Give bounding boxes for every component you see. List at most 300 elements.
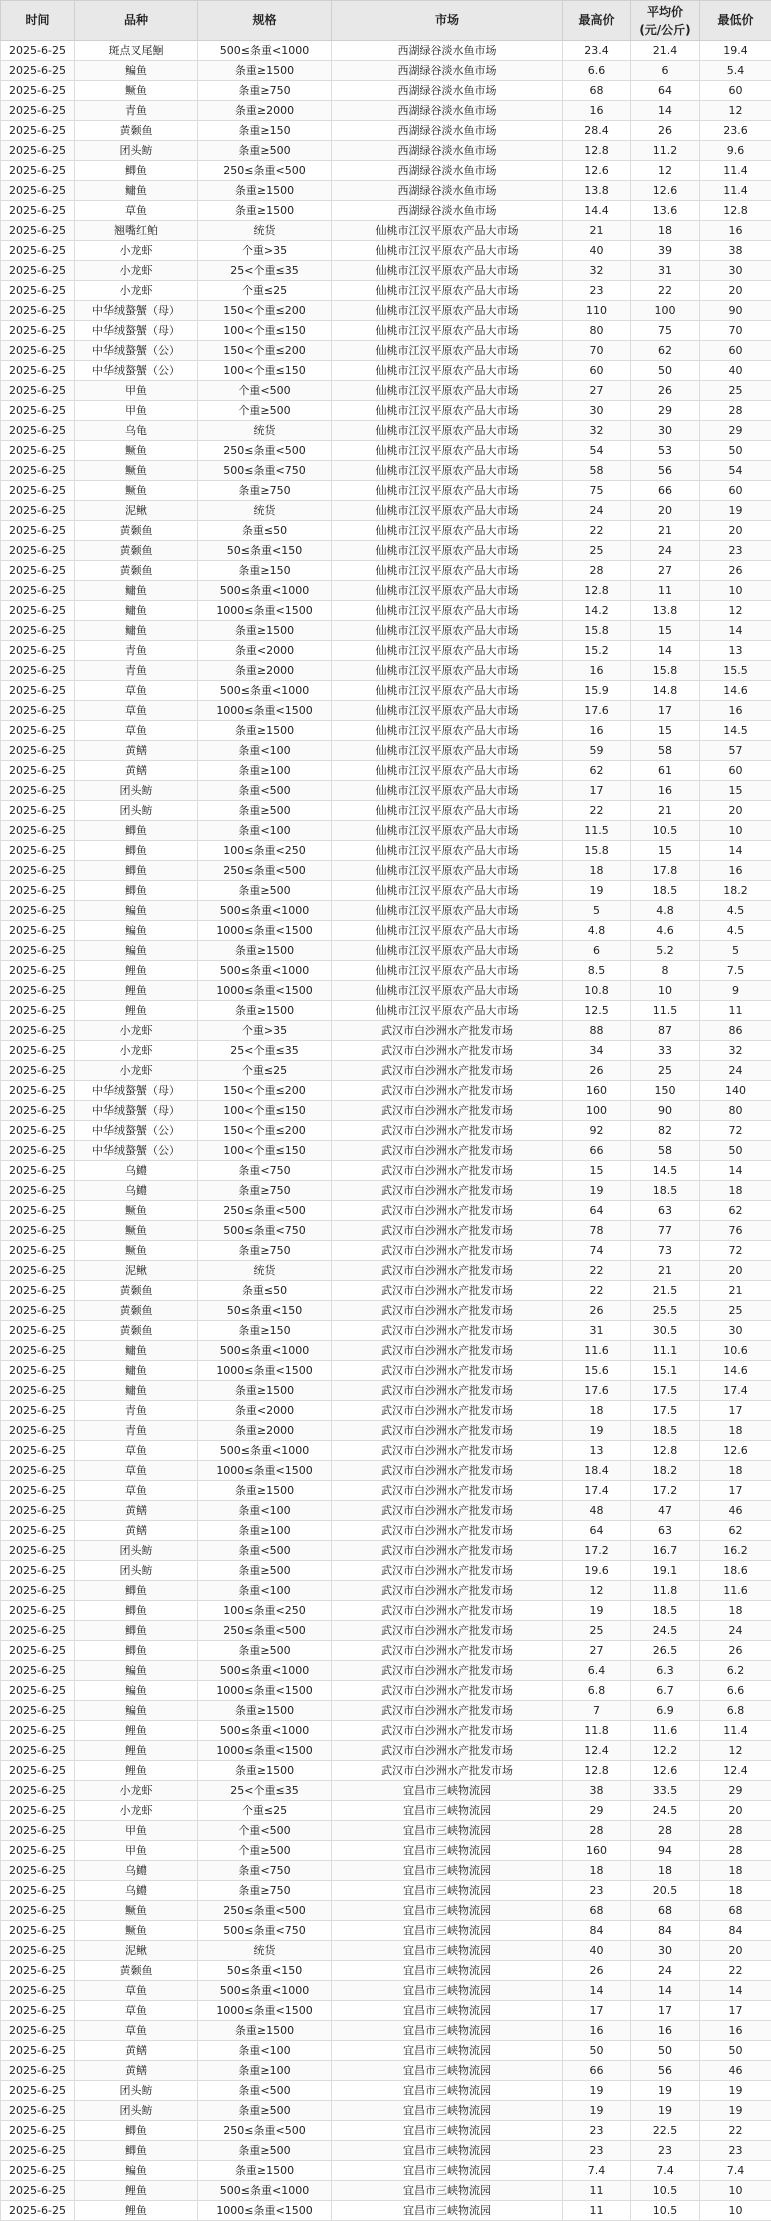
- cell-market: 宜昌市三峡物流园: [332, 1961, 563, 1981]
- cell-min-price: 10: [700, 581, 771, 601]
- cell-avg-price: 10.5: [631, 821, 700, 841]
- table-row: [1, 1321, 771, 1341]
- cell-avg-price: 18.2: [631, 1461, 700, 1481]
- cell-variety: 团头鲂: [75, 781, 198, 801]
- cell-avg-price: 63: [631, 1201, 700, 1221]
- cell-variety: 鳜鱼: [75, 1221, 198, 1241]
- cell-market: 宜昌市三峡物流园: [332, 1801, 563, 1821]
- cell-market: 仙桃市江汉平原农产品大市场: [332, 221, 563, 241]
- cell-market: 仙桃市江汉平原农产品大市场: [332, 341, 563, 361]
- header-max-price: 最高价: [563, 1, 631, 41]
- cell-market: 西湖绿谷淡水鱼市场: [332, 61, 563, 81]
- table-row: [1, 381, 771, 401]
- table-row: [1, 1541, 771, 1561]
- cell-min-price: 14: [700, 1981, 771, 2001]
- cell-time: 2025-6-25: [1, 2001, 75, 2021]
- cell-time: 2025-6-25: [1, 1861, 75, 1881]
- cell-spec: 150<个重≤200: [198, 301, 332, 321]
- cell-avg-price: 22: [631, 281, 700, 301]
- table-row: [1, 941, 771, 961]
- cell-market: 西湖绿谷淡水鱼市场: [332, 121, 563, 141]
- cell-time: 2025-6-25: [1, 1201, 75, 1221]
- cell-variety: 小龙虾: [75, 261, 198, 281]
- cell-spec: 条重≥1500: [198, 61, 332, 81]
- table-row: [1, 1781, 771, 1801]
- table-row: [1, 821, 771, 841]
- table-header: [1, 1, 771, 41]
- cell-time: 2025-6-25: [1, 481, 75, 501]
- table-row: [1, 2121, 771, 2141]
- cell-avg-price: 53: [631, 441, 700, 461]
- cell-avg-price: 28: [631, 1821, 700, 1841]
- cell-spec: 500≤条重<750: [198, 1921, 332, 1941]
- cell-time: 2025-6-25: [1, 1781, 75, 1801]
- cell-time: 2025-6-25: [1, 1801, 75, 1821]
- table-row: [1, 1501, 771, 1521]
- cell-market: 仙桃市江汉平原农产品大市场: [332, 821, 563, 841]
- cell-market: 仙桃市江汉平原农产品大市场: [332, 961, 563, 981]
- cell-time: 2025-6-25: [1, 1501, 75, 1521]
- cell-time: 2025-6-25: [1, 441, 75, 461]
- cell-spec: 500≤条重<750: [198, 1221, 332, 1241]
- cell-spec: 个重<500: [198, 381, 332, 401]
- cell-spec: 条重<100: [198, 741, 332, 761]
- cell-min-price: 12: [700, 1741, 771, 1761]
- table-row: [1, 2181, 771, 2201]
- cell-avg-price: 11.2: [631, 141, 700, 161]
- cell-avg-price: 14.8: [631, 681, 700, 701]
- table-row: [1, 1341, 771, 1361]
- cell-spec: 250≤条重<500: [198, 1621, 332, 1641]
- cell-min-price: 60: [700, 481, 771, 501]
- cell-variety: 团头鲂: [75, 141, 198, 161]
- cell-time: 2025-6-25: [1, 761, 75, 781]
- cell-max-price: 17.6: [563, 1381, 631, 1401]
- cell-avg-price: 30.5: [631, 1321, 700, 1341]
- cell-min-price: 29: [700, 1781, 771, 1801]
- table-row: [1, 701, 771, 721]
- cell-min-price: 20: [700, 1941, 771, 1961]
- cell-max-price: 14.4: [563, 201, 631, 221]
- cell-max-price: 12.4: [563, 1741, 631, 1761]
- cell-variety: 草鱼: [75, 701, 198, 721]
- table-row: [1, 1981, 771, 2001]
- cell-time: 2025-6-25: [1, 1281, 75, 1301]
- cell-avg-price: 26.5: [631, 1641, 700, 1661]
- cell-avg-price: 18: [631, 221, 700, 241]
- table-row: [1, 601, 771, 621]
- cell-min-price: 24: [700, 1061, 771, 1081]
- cell-market: 仙桃市江汉平原农产品大市场: [332, 741, 563, 761]
- cell-time: 2025-6-25: [1, 1581, 75, 1601]
- cell-market: 武汉市白沙洲水产批发市场: [332, 1661, 563, 1681]
- cell-market: 宜昌市三峡物流园: [332, 1881, 563, 1901]
- cell-market: 武汉市白沙洲水产批发市场: [332, 1721, 563, 1741]
- table-row: [1, 561, 771, 581]
- cell-time: 2025-6-25: [1, 661, 75, 681]
- cell-variety: 鲫鱼: [75, 1621, 198, 1641]
- cell-market: 仙桃市江汉平原农产品大市场: [332, 501, 563, 521]
- cell-variety: 乌鳢: [75, 1181, 198, 1201]
- cell-spec: 150<个重≤200: [198, 341, 332, 361]
- cell-spec: 统货: [198, 221, 332, 241]
- cell-market: 仙桃市江汉平原农产品大市场: [332, 681, 563, 701]
- cell-time: 2025-6-25: [1, 181, 75, 201]
- cell-min-price: 11.4: [700, 161, 771, 181]
- cell-spec: 100≤条重<250: [198, 1601, 332, 1621]
- cell-spec: 条重≥1500: [198, 1381, 332, 1401]
- cell-time: 2025-6-25: [1, 1521, 75, 1541]
- cell-min-price: 46: [700, 2061, 771, 2081]
- table-row: [1, 361, 771, 381]
- cell-spec: 条重≥1500: [198, 721, 332, 741]
- cell-max-price: 14: [563, 1981, 631, 2001]
- cell-avg-price: 12.2: [631, 1741, 700, 1761]
- cell-min-price: 19: [700, 2101, 771, 2121]
- cell-max-price: 27: [563, 381, 631, 401]
- cell-time: 2025-6-25: [1, 321, 75, 341]
- cell-time: 2025-6-25: [1, 1361, 75, 1381]
- table-row: [1, 1841, 771, 1861]
- cell-market: 武汉市白沙洲水产批发市场: [332, 1501, 563, 1521]
- cell-max-price: 24: [563, 501, 631, 521]
- cell-spec: 条重<100: [198, 2041, 332, 2061]
- cell-spec: 50≤条重<150: [198, 1301, 332, 1321]
- cell-variety: 鳊鱼: [75, 901, 198, 921]
- cell-min-price: 18: [700, 1861, 771, 1881]
- cell-variety: 黄鳝: [75, 2061, 198, 2081]
- cell-market: 武汉市白沙洲水产批发市场: [332, 1261, 563, 1281]
- table-row: [1, 1441, 771, 1461]
- cell-market: 西湖绿谷淡水鱼市场: [332, 181, 563, 201]
- cell-variety: 斑点叉尾鮰: [75, 41, 198, 61]
- cell-avg-price: 16.7: [631, 1541, 700, 1561]
- cell-avg-price: 11.1: [631, 1341, 700, 1361]
- cell-min-price: 14.6: [700, 1361, 771, 1381]
- cell-market: 武汉市白沙洲水产批发市场: [332, 1581, 563, 1601]
- cell-time: 2025-6-25: [1, 1921, 75, 1941]
- cell-spec: 条重<100: [198, 1501, 332, 1521]
- cell-market: 西湖绿谷淡水鱼市场: [332, 81, 563, 101]
- cell-avg-price: 14: [631, 1981, 700, 2001]
- cell-variety: 鲤鱼: [75, 1001, 198, 1021]
- cell-time: 2025-6-25: [1, 381, 75, 401]
- table-row: [1, 141, 771, 161]
- table-row: [1, 1701, 771, 1721]
- table-row: [1, 921, 771, 941]
- table-row: [1, 301, 771, 321]
- cell-time: 2025-6-25: [1, 781, 75, 801]
- cell-avg-price: 84: [631, 1921, 700, 1941]
- cell-variety: 鳙鱼: [75, 1341, 198, 1361]
- cell-avg-price: 17.5: [631, 1381, 700, 1401]
- table-row: [1, 2101, 771, 2121]
- cell-market: 武汉市白沙洲水产批发市场: [332, 1441, 563, 1461]
- cell-avg-price: 29: [631, 401, 700, 421]
- table-row: [1, 1361, 771, 1381]
- cell-time: 2025-6-25: [1, 2081, 75, 2101]
- cell-market: 仙桃市江汉平原农产品大市场: [332, 241, 563, 261]
- cell-max-price: 40: [563, 241, 631, 261]
- cell-time: 2025-6-25: [1, 941, 75, 961]
- cell-market: 仙桃市江汉平原农产品大市场: [332, 301, 563, 321]
- table-row: [1, 761, 771, 781]
- table-row: [1, 2141, 771, 2161]
- cell-max-price: 70: [563, 341, 631, 361]
- cell-spec: 个重<500: [198, 1821, 332, 1841]
- cell-avg-price: 18.5: [631, 1421, 700, 1441]
- cell-market: 武汉市白沙洲水产批发市场: [332, 1281, 563, 1301]
- cell-market: 武汉市白沙洲水产批发市场: [332, 1181, 563, 1201]
- cell-market: 仙桃市江汉平原农产品大市场: [332, 941, 563, 961]
- cell-spec: 条重≥1500: [198, 941, 332, 961]
- cell-max-price: 4.8: [563, 921, 631, 941]
- cell-min-price: 86: [700, 1021, 771, 1041]
- cell-time: 2025-6-25: [1, 2181, 75, 2201]
- cell-avg-price: 150: [631, 1081, 700, 1101]
- cell-max-price: 84: [563, 1921, 631, 1941]
- cell-time: 2025-6-25: [1, 1621, 75, 1641]
- cell-market: 武汉市白沙洲水产批发市场: [332, 1121, 563, 1141]
- cell-max-price: 19: [563, 1181, 631, 1201]
- cell-spec: 1000≤条重<1500: [198, 1461, 332, 1481]
- cell-avg-price: 11.5: [631, 1001, 700, 1021]
- cell-min-price: 20: [700, 281, 771, 301]
- header-variety: 品种: [75, 1, 198, 41]
- cell-max-price: 19.6: [563, 1561, 631, 1581]
- cell-spec: 1000≤条重<1500: [198, 921, 332, 941]
- table-row: [1, 2081, 771, 2101]
- cell-spec: 1000≤条重<1500: [198, 2201, 332, 2221]
- cell-max-price: 11: [563, 2201, 631, 2221]
- cell-max-price: 19: [563, 881, 631, 901]
- cell-variety: 泥鳅: [75, 1261, 198, 1281]
- cell-time: 2025-6-25: [1, 1161, 75, 1181]
- cell-max-price: 18: [563, 1861, 631, 1881]
- table-row: [1, 1521, 771, 1541]
- cell-min-price: 30: [700, 1321, 771, 1341]
- cell-market: 仙桃市江汉平原农产品大市场: [332, 481, 563, 501]
- cell-time: 2025-6-25: [1, 1241, 75, 1261]
- cell-min-price: 16: [700, 701, 771, 721]
- cell-max-price: 6.4: [563, 1661, 631, 1681]
- table-row: [1, 1741, 771, 1761]
- cell-spec: 1000≤条重<1500: [198, 1681, 332, 1701]
- cell-avg-price: 22.5: [631, 2121, 700, 2141]
- cell-avg-price: 21: [631, 1261, 700, 1281]
- cell-min-price: 18: [700, 1181, 771, 1201]
- cell-max-price: 16: [563, 101, 631, 121]
- cell-market: 仙桃市江汉平原农产品大市场: [332, 921, 563, 941]
- cell-avg-price: 94: [631, 1841, 700, 1861]
- cell-min-price: 23.6: [700, 121, 771, 141]
- cell-min-price: 26: [700, 1641, 771, 1661]
- cell-avg-price: 50: [631, 2041, 700, 2061]
- cell-variety: 鳊鱼: [75, 921, 198, 941]
- cell-time: 2025-6-25: [1, 1761, 75, 1781]
- cell-spec: 100<个重≤150: [198, 361, 332, 381]
- cell-time: 2025-6-25: [1, 1381, 75, 1401]
- cell-market: 武汉市白沙洲水产批发市场: [332, 1701, 563, 1721]
- cell-spec: 1000≤条重<1500: [198, 1361, 332, 1381]
- cell-time: 2025-6-25: [1, 1061, 75, 1081]
- cell-spec: 条重≥1500: [198, 1701, 332, 1721]
- cell-variety: 黄颡鱼: [75, 121, 198, 141]
- cell-max-price: 92: [563, 1121, 631, 1141]
- table-row: [1, 2021, 771, 2041]
- cell-market: 仙桃市江汉平原农产品大市场: [332, 761, 563, 781]
- table-row: [1, 1821, 771, 1841]
- cell-variety: 鳊鱼: [75, 1701, 198, 1721]
- header-avg-label: 平均价: [631, 3, 699, 21]
- table-row: [1, 81, 771, 101]
- cell-time: 2025-6-25: [1, 1881, 75, 1901]
- cell-variety: 鲫鱼: [75, 841, 198, 861]
- cell-time: 2025-6-25: [1, 2201, 75, 2221]
- table-row: [1, 201, 771, 221]
- cell-max-price: 75: [563, 481, 631, 501]
- cell-min-price: 22: [700, 1961, 771, 1981]
- cell-time: 2025-6-25: [1, 841, 75, 861]
- cell-spec: 条重≥1500: [198, 1001, 332, 1021]
- cell-min-price: 38: [700, 241, 771, 261]
- cell-avg-price: 26: [631, 381, 700, 401]
- cell-market: 武汉市白沙洲水产批发市场: [332, 1041, 563, 1061]
- cell-avg-price: 20: [631, 501, 700, 521]
- cell-max-price: 12.8: [563, 141, 631, 161]
- cell-min-price: 50: [700, 1141, 771, 1161]
- table-row: [1, 1621, 771, 1641]
- table-row: [1, 1661, 771, 1681]
- cell-market: 宜昌市三峡物流园: [332, 1941, 563, 1961]
- cell-avg-price: 10.5: [631, 2181, 700, 2201]
- cell-variety: 鲫鱼: [75, 1641, 198, 1661]
- cell-time: 2025-6-25: [1, 301, 75, 321]
- cell-market: 仙桃市江汉平原农产品大市场: [332, 441, 563, 461]
- cell-spec: 250≤条重<500: [198, 1201, 332, 1221]
- cell-variety: 中华绒螯蟹（公）: [75, 1141, 198, 1161]
- cell-max-price: 15: [563, 1161, 631, 1181]
- cell-max-price: 22: [563, 1261, 631, 1281]
- cell-market: 宜昌市三峡物流园: [332, 2041, 563, 2061]
- cell-market: 西湖绿谷淡水鱼市场: [332, 161, 563, 181]
- cell-market: 西湖绿谷淡水鱼市场: [332, 101, 563, 121]
- cell-avg-price: 25: [631, 1061, 700, 1081]
- cell-variety: 鲫鱼: [75, 2121, 198, 2141]
- cell-market: 仙桃市江汉平原农产品大市场: [332, 881, 563, 901]
- cell-max-price: 60: [563, 361, 631, 381]
- cell-variety: 鳙鱼: [75, 1381, 198, 1401]
- cell-variety: 黄鳝: [75, 1521, 198, 1541]
- cell-market: 仙桃市江汉平原农产品大市场: [332, 861, 563, 881]
- cell-variety: 鳜鱼: [75, 1921, 198, 1941]
- cell-variety: 黄颡鱼: [75, 1301, 198, 1321]
- cell-max-price: 58: [563, 461, 631, 481]
- cell-spec: 个重≤25: [198, 281, 332, 301]
- cell-variety: 乌鳢: [75, 1161, 198, 1181]
- cell-variety: 青鱼: [75, 1401, 198, 1421]
- cell-avg-price: 6: [631, 61, 700, 81]
- cell-market: 西湖绿谷淡水鱼市场: [332, 41, 563, 61]
- cell-time: 2025-6-25: [1, 1421, 75, 1441]
- header-spec: 规格: [198, 1, 332, 41]
- cell-avg-price: 10: [631, 981, 700, 1001]
- table-row: [1, 1561, 771, 1581]
- cell-min-price: 9: [700, 981, 771, 1001]
- cell-avg-price: 21.4: [631, 41, 700, 61]
- cell-variety: 黄鳝: [75, 761, 198, 781]
- table-row: [1, 1461, 771, 1481]
- cell-min-price: 10: [700, 821, 771, 841]
- cell-spec: 条重≥750: [198, 1881, 332, 1901]
- cell-avg-price: 13.6: [631, 201, 700, 221]
- cell-min-price: 28: [700, 401, 771, 421]
- cell-max-price: 22: [563, 1281, 631, 1301]
- cell-time: 2025-6-25: [1, 1701, 75, 1721]
- table-row: [1, 801, 771, 821]
- cell-market: 仙桃市江汉平原农产品大市场: [332, 901, 563, 921]
- cell-max-price: 66: [563, 2061, 631, 2081]
- cell-spec: 1000≤条重<1500: [198, 981, 332, 1001]
- cell-market: 武汉市白沙洲水产批发市场: [332, 1461, 563, 1481]
- cell-max-price: 15.8: [563, 621, 631, 641]
- cell-variety: 中华绒螯蟹（母）: [75, 1081, 198, 1101]
- cell-max-price: 27: [563, 1641, 631, 1661]
- table-row: [1, 1961, 771, 1981]
- cell-spec: 500≤条重<1000: [198, 41, 332, 61]
- table-row: [1, 1601, 771, 1621]
- cell-avg-price: 6.9: [631, 1701, 700, 1721]
- cell-time: 2025-6-25: [1, 921, 75, 941]
- cell-min-price: 32: [700, 1041, 771, 1061]
- cell-max-price: 6: [563, 941, 631, 961]
- table-body: [1, 41, 771, 2221]
- cell-min-price: 6.8: [700, 1701, 771, 1721]
- cell-market: 仙桃市江汉平原农产品大市场: [332, 1001, 563, 1021]
- cell-time: 2025-6-25: [1, 741, 75, 761]
- cell-spec: 100<个重≤150: [198, 321, 332, 341]
- cell-avg-price: 100: [631, 301, 700, 321]
- cell-variety: 鲫鱼: [75, 821, 198, 841]
- cell-time: 2025-6-25: [1, 401, 75, 421]
- cell-time: 2025-6-25: [1, 1401, 75, 1421]
- cell-min-price: 16: [700, 2021, 771, 2041]
- cell-min-price: 23: [700, 2141, 771, 2161]
- cell-spec: 个重≤25: [198, 1061, 332, 1081]
- cell-max-price: 19: [563, 2101, 631, 2121]
- cell-min-price: 18: [700, 1601, 771, 1621]
- cell-market: 宜昌市三峡物流园: [332, 2181, 563, 2201]
- cell-market: 宜昌市三峡物流园: [332, 1781, 563, 1801]
- table-row: [1, 2061, 771, 2081]
- cell-market: 武汉市白沙洲水产批发市场: [332, 1421, 563, 1441]
- cell-market: 仙桃市江汉平原农产品大市场: [332, 721, 563, 741]
- cell-max-price: 16: [563, 721, 631, 741]
- cell-avg-price: 17: [631, 2001, 700, 2021]
- cell-min-price: 80: [700, 1101, 771, 1121]
- cell-max-price: 64: [563, 1521, 631, 1541]
- cell-market: 武汉市白沙洲水产批发市场: [332, 1601, 563, 1621]
- table-row: [1, 1941, 771, 1961]
- cell-max-price: 17: [563, 781, 631, 801]
- cell-spec: 150<个重≤200: [198, 1121, 332, 1141]
- cell-max-price: 15.2: [563, 641, 631, 661]
- cell-avg-price: 18.5: [631, 881, 700, 901]
- cell-min-price: 14.6: [700, 681, 771, 701]
- cell-min-price: 72: [700, 1241, 771, 1261]
- cell-variety: 鲫鱼: [75, 1581, 198, 1601]
- cell-variety: 中华绒螯蟹（母）: [75, 301, 198, 321]
